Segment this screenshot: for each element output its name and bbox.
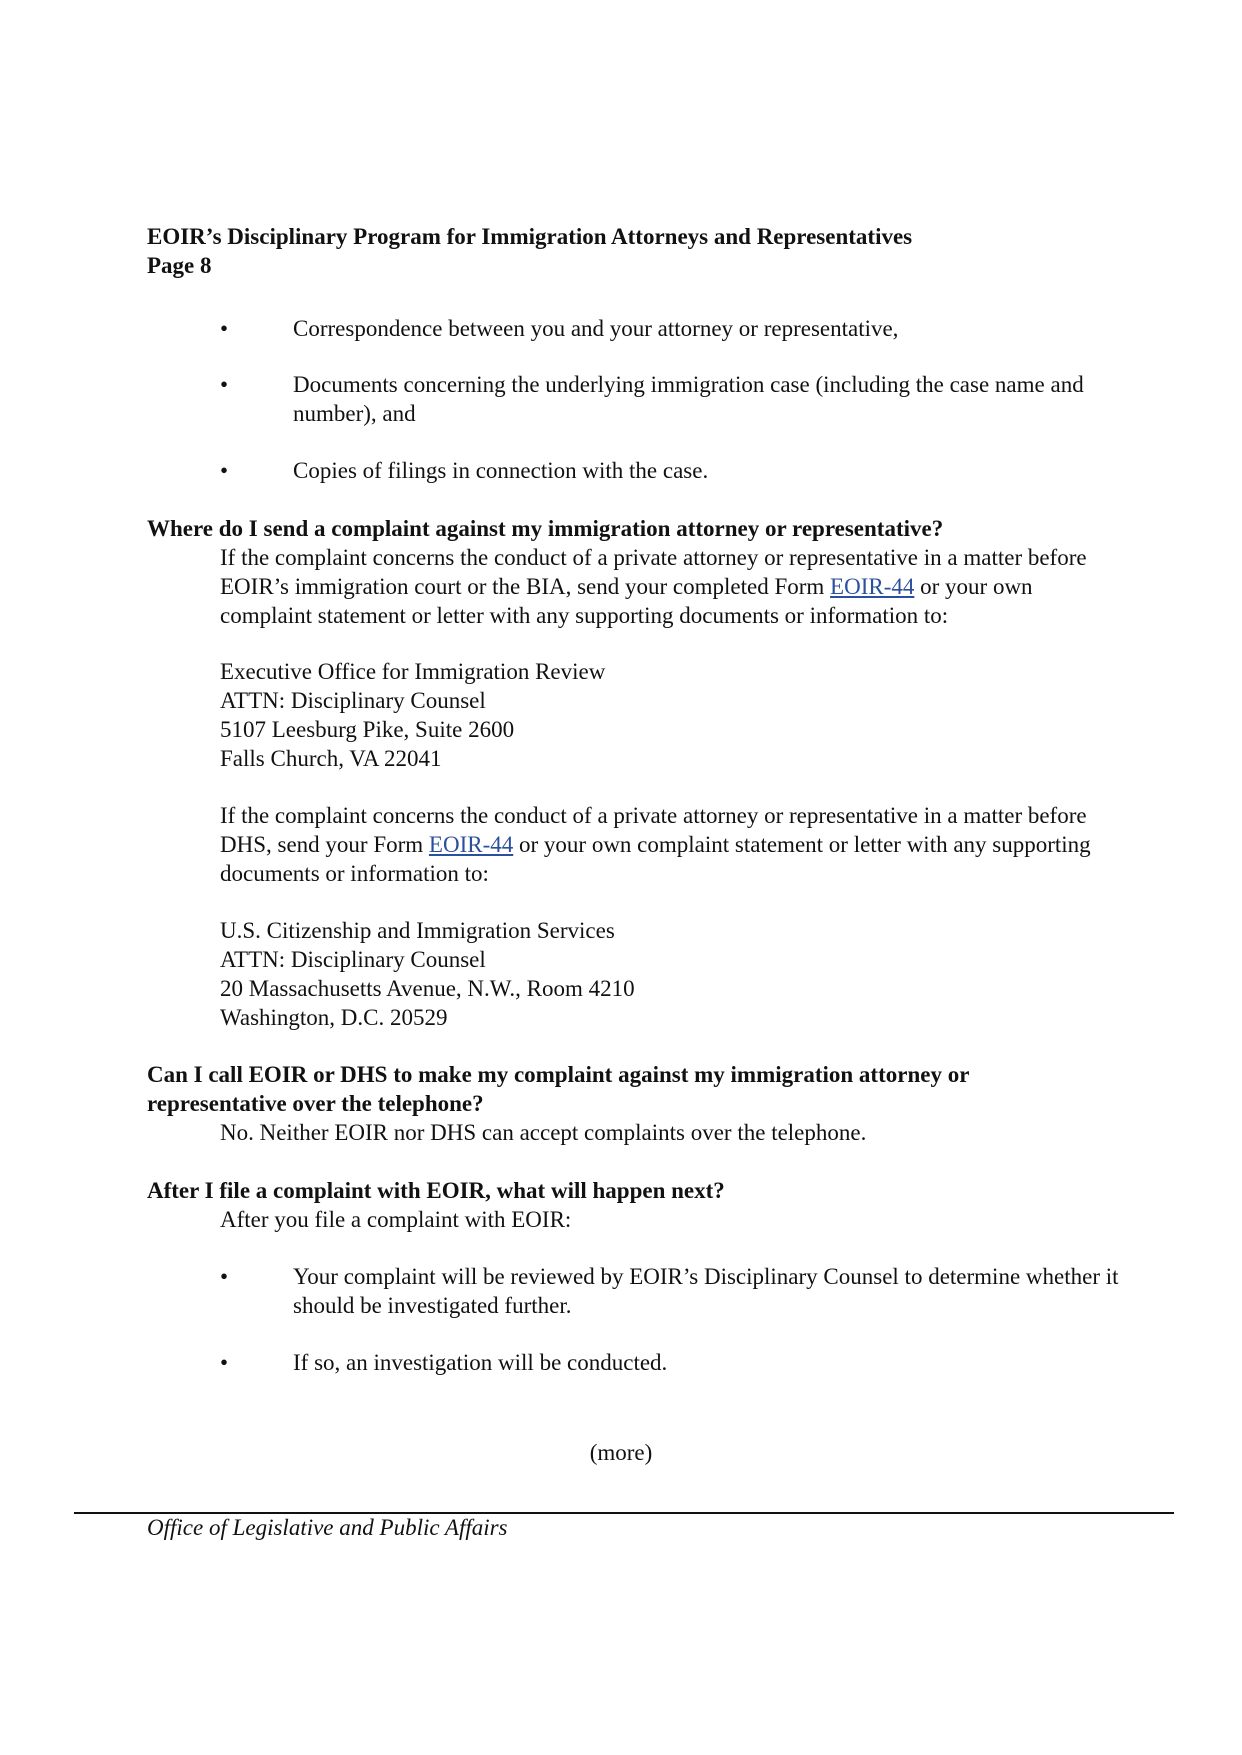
bullet-icon: • xyxy=(220,1264,229,1289)
paragraph-intro: After you file a complaint with EOIR: xyxy=(220,1207,572,1232)
section-heading-where-to-send: Where do I send a complaint against my immigration attorney or representative? xyxy=(147,516,944,541)
continued-marker: (more) xyxy=(589,1440,653,1465)
document-title: EOIR’s Disciplinary Program for Immigration Attorneys and Representatives xyxy=(147,224,913,249)
answer-telephone: No. Neither EOIR nor DHS can accept complaints over the telephone. xyxy=(220,1120,867,1145)
paragraph-dhs-complaint xyxy=(220,801,1120,888)
paragraph-text: If the complaint concerns the conduct of a private attorney or representative in a matter before DHS, send your Form xyxy=(220,803,1087,857)
eoir-44-link[interactable]: EOIR-44 xyxy=(428,832,514,857)
paragraph-text: or your own complaint statement or letter with any supporting documents or information to: xyxy=(220,574,1033,628)
footer-office-name: Office of Legislative and Public Affairs xyxy=(147,1515,508,1540)
document-header xyxy=(147,222,1147,280)
address-line: U.S. Citizenship and Immigration Services xyxy=(220,918,615,943)
list-item-text: Correspondence between you and your attorney or representative, xyxy=(293,316,899,341)
paragraph-eoir-complaint xyxy=(220,543,1120,630)
bullet-icon: • xyxy=(220,1350,229,1375)
address-eoir xyxy=(220,657,1120,773)
section-heading-telephone: Can I call EOIR or DHS to make my complaint against my immigration attorney or representative over the telephone? xyxy=(147,1062,970,1116)
list-item-text: Your complaint will be reviewed by EOIR’s Disciplinary Counsel to determine whether it should be investigated further. xyxy=(293,1264,1119,1318)
eoir-44-link[interactable]: EOIR-44 xyxy=(830,574,915,599)
address-line: 5107 Leesburg Pike, Suite 2600 xyxy=(220,717,515,742)
bullet-icon: • xyxy=(220,458,229,483)
section-heading-what-next: After I file a complaint with EOIR, what will happen next? xyxy=(147,1178,725,1203)
address-line: 20 Massachusetts Avenue, N.W., Room 4210 xyxy=(220,976,635,1001)
address-uscis xyxy=(220,916,1120,1032)
address-line: Washington, D.C. 20529 xyxy=(220,1005,448,1030)
bullet-icon: • xyxy=(220,316,229,341)
paragraph-text: or your own complaint statement or letter with any supporting documents or information to: xyxy=(220,832,1091,886)
list-item-text: If so, an investigation will be conducted. xyxy=(293,1350,668,1375)
address-line: ATTN: Disciplinary Counsel xyxy=(220,947,486,972)
list-item-text: Documents concerning the underlying immigration case (including the case name and number), and xyxy=(293,372,1084,426)
address-line: Falls Church, VA 22041 xyxy=(220,746,442,771)
paragraph-text: If the complaint concerns the conduct of a private attorney or representative in a matter before EOIR’s immigration court or the BIA, send your completed Form xyxy=(220,545,1087,599)
bullet-icon: • xyxy=(220,372,229,397)
address-line: Executive Office for Immigration Review xyxy=(220,659,606,684)
address-line: ATTN: Disciplinary Counsel xyxy=(220,688,486,713)
page-number: Page 8 xyxy=(147,253,212,278)
list-item-text: Copies of filings in connection with the case. xyxy=(293,458,709,483)
